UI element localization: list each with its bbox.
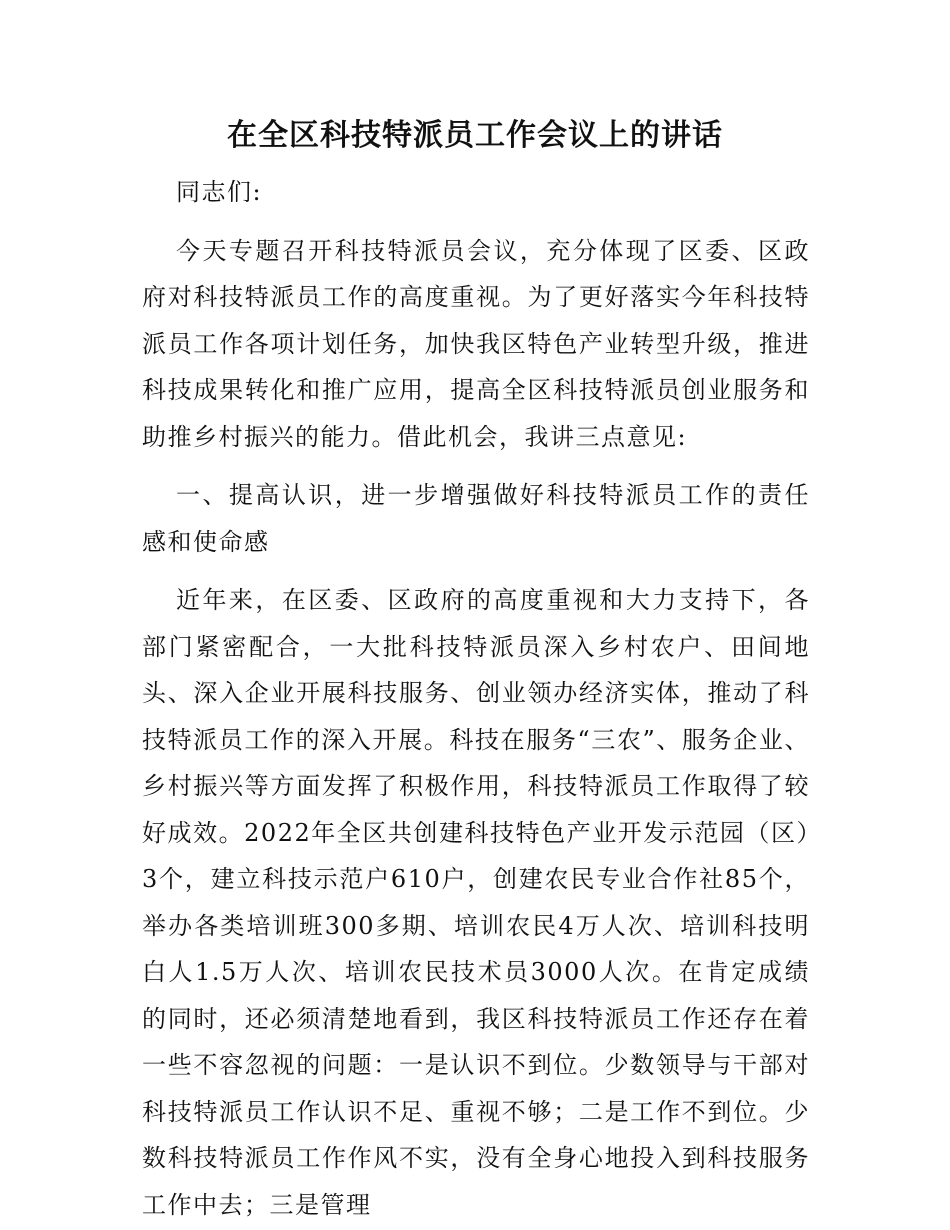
paragraph-achievements: 近年来，在区委、区政府的高度重视和大力支持下，各部门紧密配合，一大批科技特派员深入乡村农户、田间地头、深入企业开展科技服务、创业领办经济实体，推动了科技特派员工作的深入开展。科技在服务“三农”、服务企业、乡村振兴等方面发挥了积极作用，科技特派员工作取得了较好成效。2022年全区共创建科技特色产业开发示范园（区）3个，建立科技示范户610户，创建农民专业合作社85个，举办各类培训班300多期、培训农民4万人次、培训科技明白人1.5万人次、培训农民技术员3000人次。在肯定成绩的同时，还必须清楚地看到，我区科技特派员工作还存在着一些不容忽视的问题：一是认识不到位。少数领导与干部对科技特派员工作认识不足、重视不够；二是工作不到位。少数科技特派员工作作风不实，没有全身心地投入到科技服务工作中去；三是管理 [142,586,810,1219]
document-body [142,169,810,1228]
greeting: 同志们: [176,178,263,206]
paragraph-intro: 今天专题召开科技特派员会议，充分体现了区委、区政府对科技特派员工作的高度重视。为了更好落实今年科技特派员工作各项计划任务，加快我区特色产业转型升级，推进科技成果转化和推广应用，提高全区科技特派员创业服务和助推乡村振兴的能力。借此机会，我讲三点意见: [142,236,810,451]
section-heading-1: 一、提高认识，进一步增强做好科技特派员工作的责任感和使命感 [142,481,810,556]
document-title: 在全区科技特派员工作会议上的讲话 [227,118,723,153]
